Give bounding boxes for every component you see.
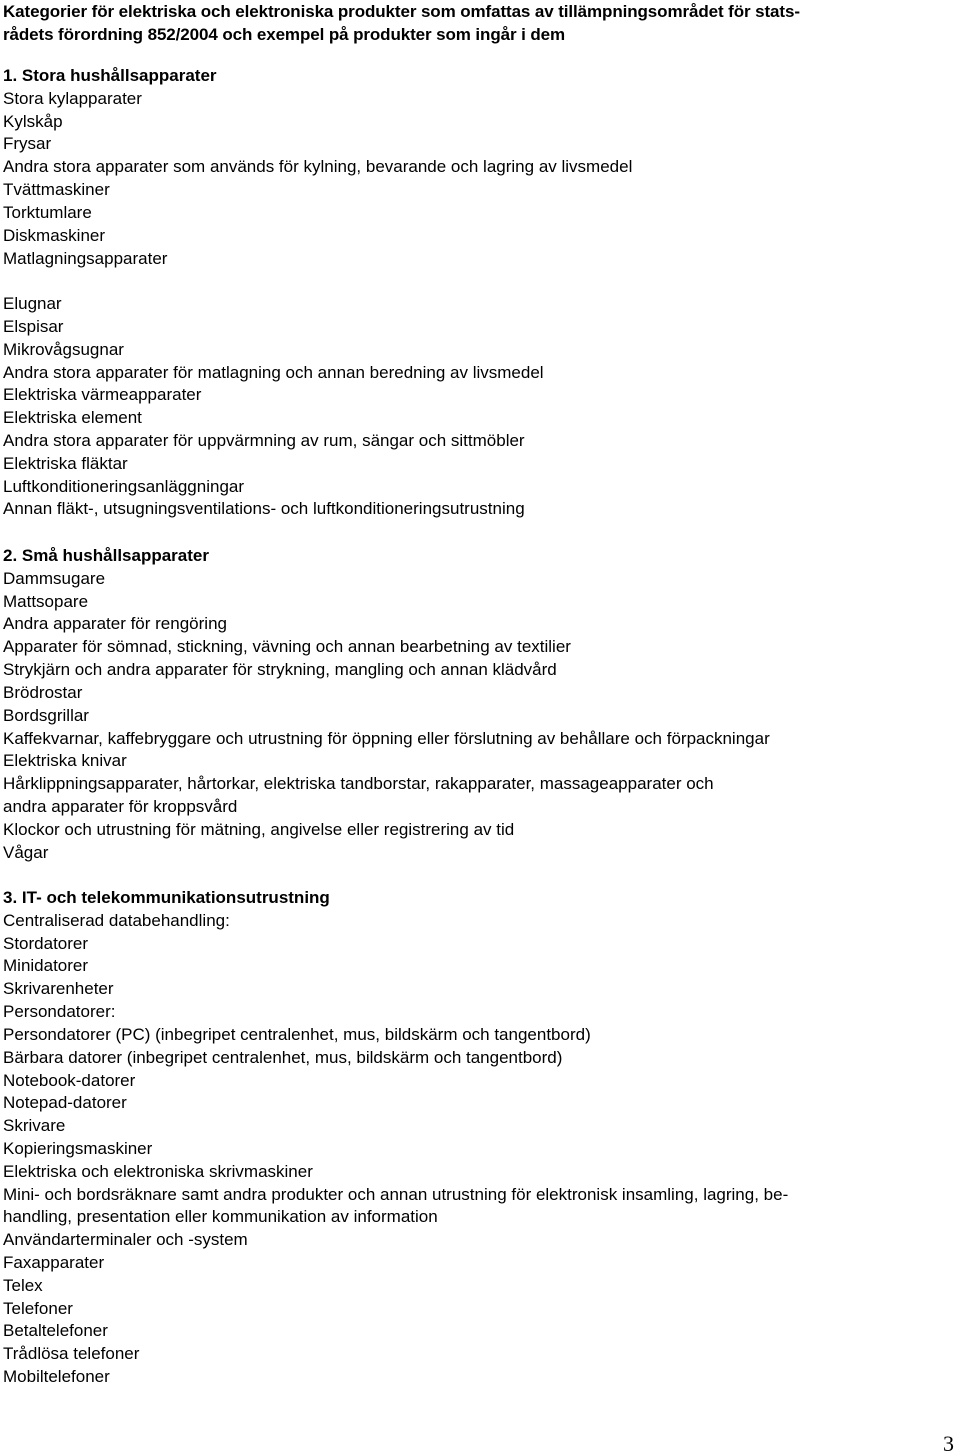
section-small-household-appliances xyxy=(3,545,953,864)
list-item: Frysar xyxy=(3,134,52,154)
section-title: 1. Stora hushållsapparater xyxy=(3,66,217,85)
list-item: Hårklippningsapparater, hårtorkar, elektriska tandborstar, rakapparater, massageapparater och xyxy=(3,774,714,794)
list-item: Brödrostar xyxy=(3,682,83,702)
list-item: andra apparater för kroppsvård xyxy=(3,796,238,816)
list-item: Vågar xyxy=(3,842,49,862)
list-item: Stordatorer xyxy=(3,933,89,953)
section-large-household-appliances xyxy=(3,65,953,521)
list-item: Andra stora apparater för uppvärmning av rum, sängar och sittmöbler xyxy=(3,431,525,450)
list-item: Matlagningsapparater xyxy=(3,248,168,268)
list-item: Trådlösa telefoner xyxy=(3,1344,140,1364)
list-item: Mobiltelefoner xyxy=(3,1367,110,1387)
list-item: Torktumlare xyxy=(3,202,92,222)
list-item: Mini- och bordsräknare samt andra produkter och annan utrustning för elektronisk insamling, lagring, be- xyxy=(3,1184,789,1204)
list-item: Elektriska och elektroniska skrivmaskiner xyxy=(3,1161,313,1181)
heading-line-2: rådets förordning 852/2004 och exempel på produkter som ingår i dem xyxy=(3,24,566,44)
list-item: handling, presentation eller kommunikation av information xyxy=(3,1207,438,1227)
list-item: Persondatorer (PC) (inbegripet centralenhet, mus, bildskärm och tangentbord) xyxy=(3,1024,591,1044)
list-item: Mikrovågsugnar xyxy=(3,339,124,359)
list-item: Luftkonditioneringsanläggningar xyxy=(3,476,245,496)
list-item: Notepad-datorer xyxy=(3,1093,127,1113)
list-item: Elektriska fläktar xyxy=(3,453,128,473)
list-item: Elektriska element xyxy=(3,408,142,428)
list-item: Skrivare xyxy=(3,1116,66,1136)
list-item: Diskmaskiner xyxy=(3,225,106,245)
blank-line xyxy=(3,270,953,293)
list-item: Klockor och utrustning för mätning, angivelse eller registrering av tid xyxy=(3,819,515,839)
list-item: Betaltelefoner xyxy=(3,1321,108,1341)
list-item: Apparater för sömnad, stickning, vävning och annan bearbetning av textilier xyxy=(3,637,571,657)
list-item: Telefoner xyxy=(3,1298,73,1318)
list-item: Kopieringsmaskiner xyxy=(3,1138,153,1158)
list-item: Telex xyxy=(3,1275,43,1295)
section-title: 2. Små hushållsapparater xyxy=(3,546,209,565)
list-item: Andra apparater för rengöring xyxy=(3,614,227,634)
list-item: Elektriska knivar xyxy=(3,751,127,771)
document-heading xyxy=(3,1,953,46)
list-item: Strykjärn och andra apparater för strykning, mangling och annan klädvård xyxy=(3,660,557,680)
list-item: Stora kylapparater xyxy=(3,88,142,108)
list-item: Andra stora apparater som används för kylning, bevarande och lagring av livsmedel xyxy=(3,157,633,177)
list-item: Bärbara datorer (inbegripet centralenhet, mus, bildskärm och tangentbord) xyxy=(3,1047,563,1067)
list-item: Användarterminaler och -system xyxy=(3,1230,248,1250)
list-item: Andra stora apparater för matlagning och annan beredning av livsmedel xyxy=(3,362,544,382)
list-item: Mattsopare xyxy=(3,591,89,611)
list-item: Bordsgrillar xyxy=(3,705,89,725)
list-item: Dammsugare xyxy=(3,568,106,588)
list-item: Elugnar xyxy=(3,294,62,314)
section-it-telecom-equipment xyxy=(3,887,953,1389)
list-item: Faxapparater xyxy=(3,1253,105,1272)
list-item: Minidatorer xyxy=(3,956,89,976)
page-number: 3 xyxy=(943,1431,954,1456)
heading-line-1: Kategorier för elektriska och elektroniska produkter som omfattas av tillämpningsområdet för stats- xyxy=(3,2,800,21)
section-title: 3. IT- och telekommunikationsutrustning xyxy=(3,888,330,907)
list-item: Kylskåp xyxy=(3,111,63,131)
list-item: Persondatorer: xyxy=(3,1002,116,1022)
list-item: Notebook-datorer xyxy=(3,1070,136,1090)
list-item: Elspisar xyxy=(3,316,64,336)
document-page xyxy=(3,0,953,1387)
list-item: Annan fläkt-, utsugningsventilations- och luftkonditioneringsutrustning xyxy=(3,499,525,519)
list-item: Skrivarenheter xyxy=(3,979,114,999)
list-item: Centraliserad databehandling: xyxy=(3,910,230,930)
list-item: Tvättmaskiner xyxy=(3,180,110,200)
list-item: Kaffekvarnar, kaffebryggare och utrustning för öppning eller förslutning av behållare och förpackningar xyxy=(3,728,770,748)
list-item: Elektriska värmeapparater xyxy=(3,385,202,405)
